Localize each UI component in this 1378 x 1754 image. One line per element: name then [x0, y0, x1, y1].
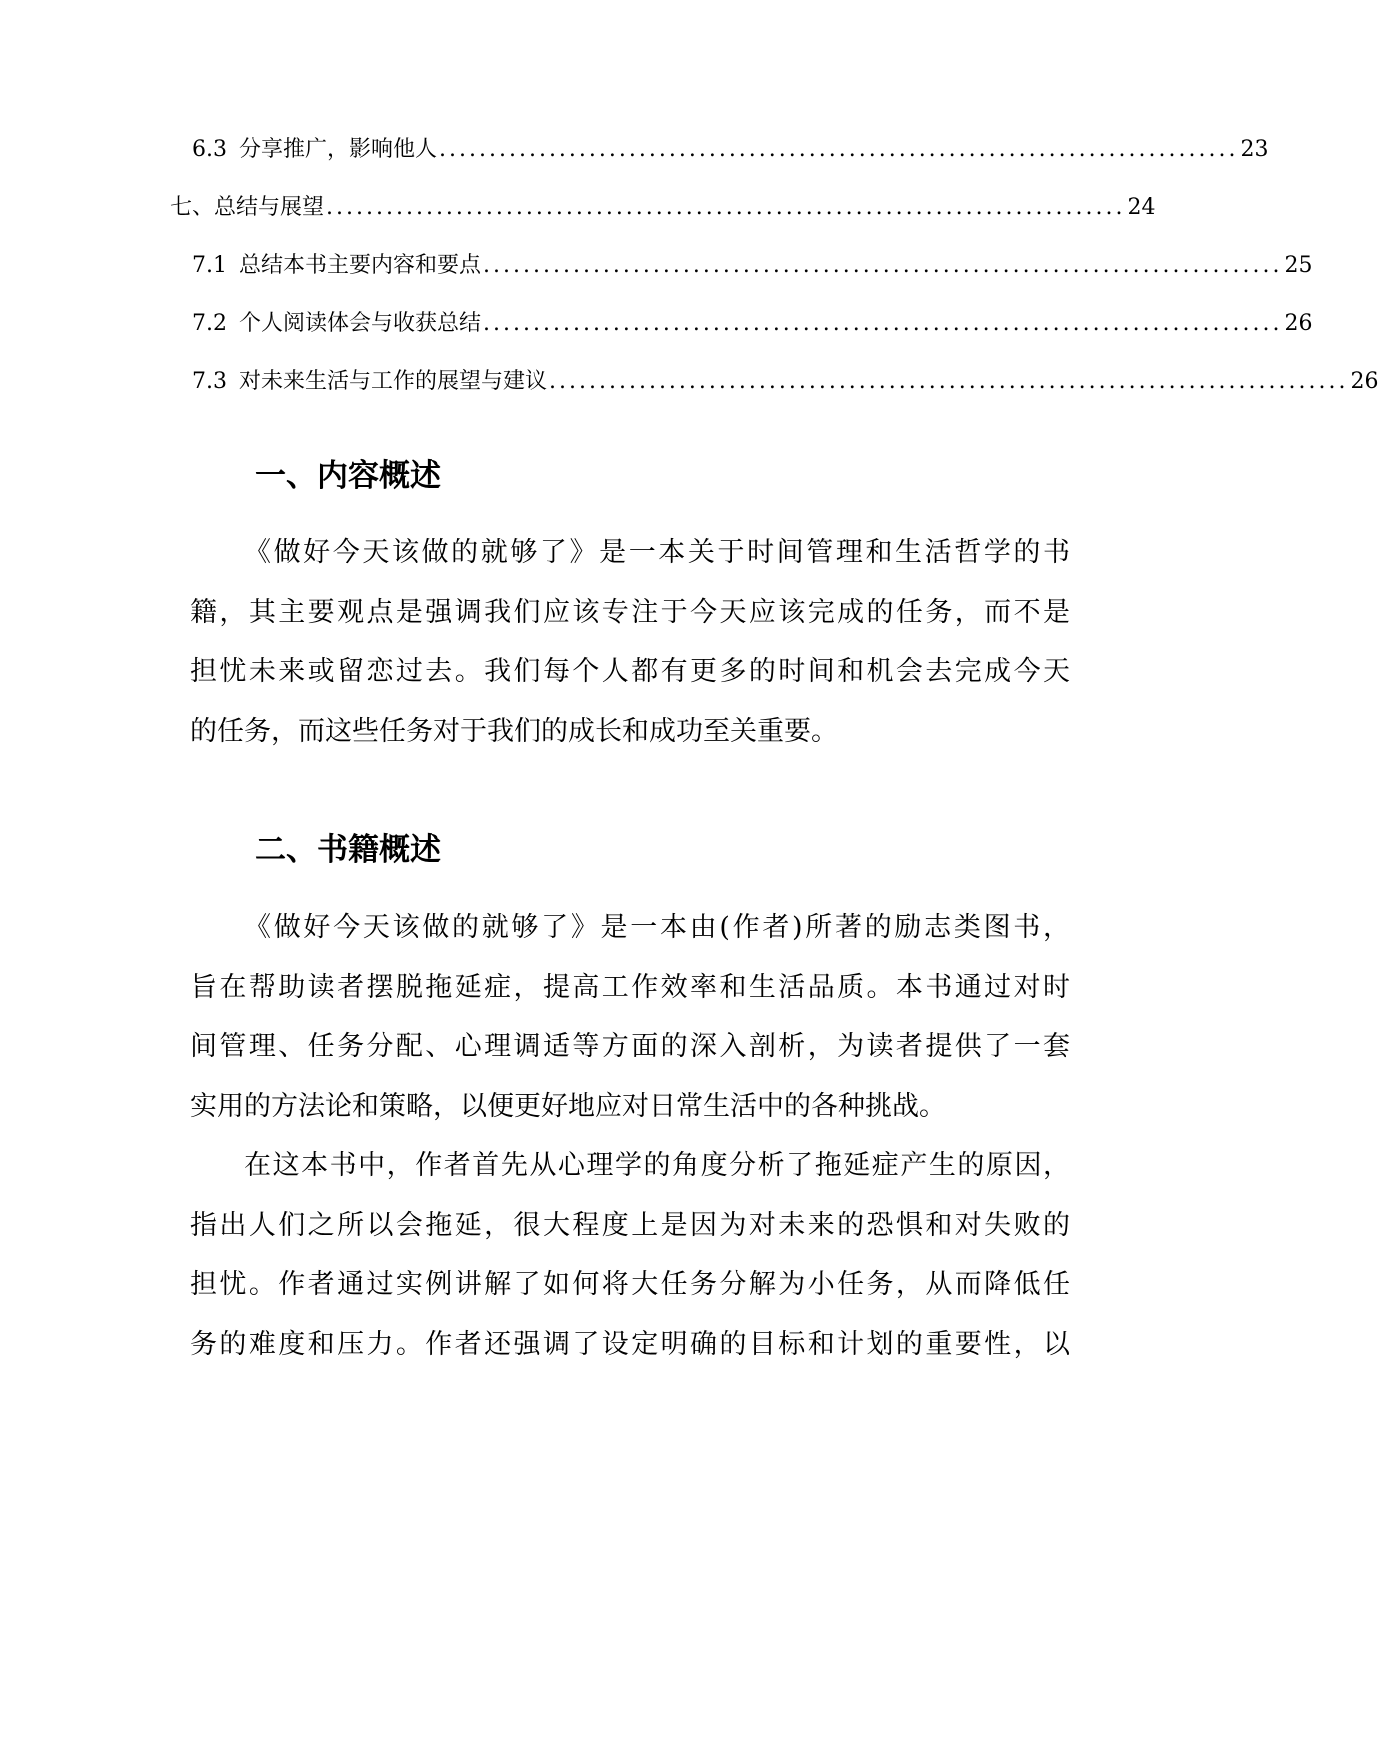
- toc-entry-title: 分享推广，影响他人: [239, 137, 438, 162]
- toc-entry-title: 总结本书主要内容和要点: [239, 253, 482, 278]
- text-line: 实用的方法论和策略，以便更好地应对日常生活中的各种挑战。: [190, 1090, 946, 1122]
- text-line: 籍，其主要观点是强调我们应该专注于今天应该完成的任务，而不是: [190, 596, 1070, 628]
- text-line: 担忧未来或留恋过去。我们每个人都有更多的时间和机会去完成今天: [190, 656, 1070, 687]
- toc-entry-page: 23: [1240, 137, 1269, 162]
- toc-entry[interactable]: [192, 130, 1269, 170]
- toc-leader-dots: ................................................................................: [483, 253, 1283, 278]
- paragraph: [190, 1136, 1070, 1374]
- toc-entry-title: 七、总结与展望: [170, 195, 325, 220]
- text-line: 间管理、任务分配、心理调适等方面的深入剖析，为读者提供了一套: [190, 1031, 1070, 1062]
- toc-entry-title: 个人阅读体会与收获总结: [239, 311, 482, 336]
- toc-entry-number: 7.3: [192, 369, 227, 394]
- toc-entry-number: 7.2: [192, 311, 227, 336]
- toc-leader-dots: ................................................................................: [483, 311, 1283, 336]
- toc-entry-page: 26: [1284, 311, 1313, 336]
- text-line: 《做好今天该做的就够了》是一本关于时间管理和生活哲学的书: [244, 537, 1070, 568]
- section-heading: 一、内容概述: [255, 458, 441, 494]
- toc-leader-dots: ................................................................................: [326, 195, 1126, 220]
- toc-entry-title: 对未来生活与工作的展望与建议: [239, 369, 548, 394]
- toc-entry-page: 25: [1284, 253, 1313, 278]
- text-line: 担忧。作者通过实例讲解了如何将大任务分解为小任务，从而降低任: [190, 1269, 1070, 1300]
- toc-entry-page: 24: [1127, 195, 1156, 220]
- text-line: 指出人们之所以会拖延，很大程度上是因为对未来的恐惧和对失败的: [190, 1209, 1070, 1241]
- section-heading: 二、书籍概述: [255, 832, 441, 868]
- text-line: 务的难度和压力。作者还强调了设定明确的目标和计划的重要性，以: [190, 1328, 1070, 1360]
- paragraph: [190, 898, 1070, 1136]
- toc-leader-dots: ................................................................................: [549, 369, 1349, 394]
- text-line: 《做好今天该做的就够了》是一本由(作者)所著的励志类图书，: [244, 912, 1070, 943]
- toc-entry-page: 26: [1350, 369, 1378, 394]
- text-line: 的任务，而这些任务对于我们的成长和成功至关重要。: [190, 715, 838, 747]
- text-line: 在这本书中，作者首先从心理学的角度分析了拖延症产生的原因，: [244, 1150, 1070, 1181]
- toc-entry[interactable]: [192, 246, 1313, 286]
- toc-entry-number: 7.1: [192, 253, 227, 278]
- text-line: 旨在帮助读者摆脱拖延症，提高工作效率和生活品质。本书通过对时: [190, 971, 1070, 1003]
- toc-entry[interactable]: [170, 188, 1156, 228]
- toc-entry-number: 6.3: [192, 137, 227, 162]
- paragraph: [190, 523, 1070, 761]
- toc-entry[interactable]: [192, 304, 1313, 344]
- toc-entry[interactable]: [192, 362, 1378, 402]
- toc-leader-dots: ................................................................................: [439, 137, 1239, 162]
